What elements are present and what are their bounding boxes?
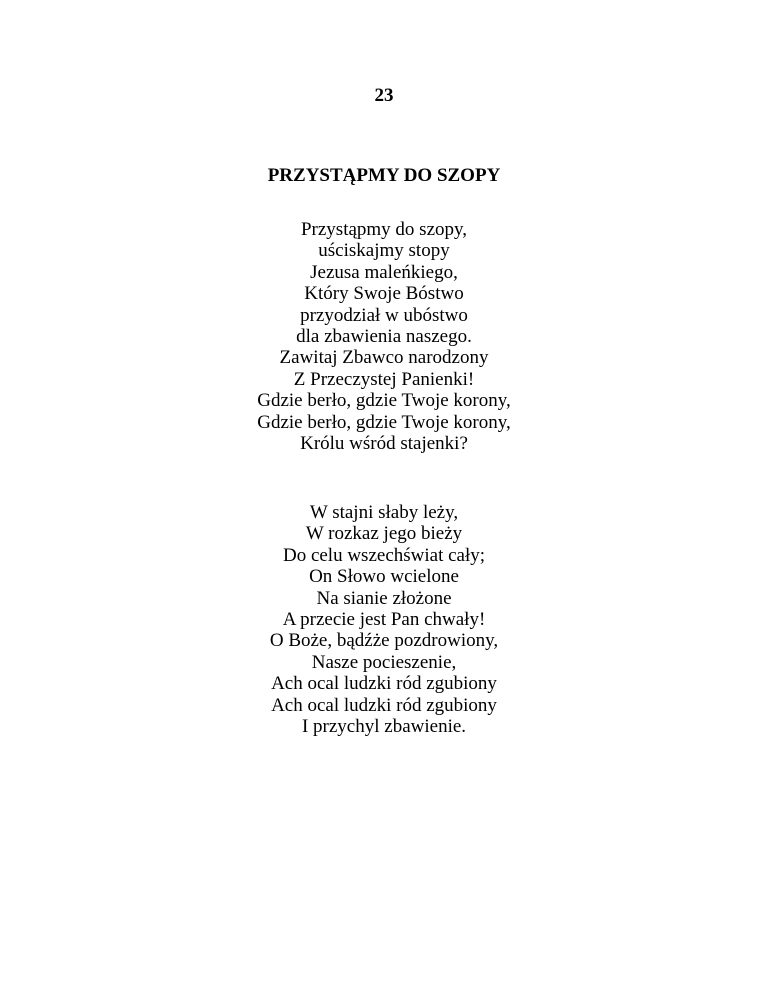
verse-line: W stajni słaby leży, [309, 502, 459, 523]
verse-line: Jezusa maleńkiego, [310, 261, 458, 283]
verse-line: Nasze pocieszenie, [311, 651, 457, 673]
verse-line: I przychyl zbawienie. [301, 716, 467, 738]
stanza-2 [0, 502, 768, 737]
verse-line: dla zbawienia naszego. [296, 326, 472, 348]
verse-line: uściskajmy stopy [318, 240, 450, 262]
verse-line: O Boże, bądźże pozdrowiony, [269, 630, 499, 652]
page-number: 23 [374, 85, 394, 106]
stanza-1 [0, 219, 768, 454]
verse-line: Przystąpmy do szopy, [300, 219, 468, 240]
verse-line: Zawitaj Zbawco narodzony [279, 347, 489, 369]
song-title: PRZYSTĄPMY DO SZOPY [267, 165, 501, 186]
verse-line: Ach ocal ludzki ród zgubiony [271, 673, 497, 695]
verse-line: A przecie jest Pan chwały! [282, 609, 486, 631]
verse-line: W rozkaz jego bieży [305, 523, 463, 545]
verse-line: Który Swoje Bóstwo [304, 283, 464, 305]
verse-line: Ach ocal ludzki ród zgubiony [271, 694, 497, 716]
verse-line: Do celu wszechświat cały; [282, 544, 486, 566]
verse-line: Gdzie berło, gdzie Twoje korony, [257, 390, 511, 412]
verse-line: Z Przeczystej Panienki! [293, 368, 475, 390]
verse-line: Królu wśród stajenki? [300, 433, 468, 455]
verse-line: Gdzie berło, gdzie Twoje korony, [257, 411, 511, 433]
verse-line: przyodział w ubóstwo [300, 304, 468, 326]
verse-line: On Słowo wcielone [309, 566, 459, 588]
verse-line: Na sianie złożone [316, 587, 452, 609]
